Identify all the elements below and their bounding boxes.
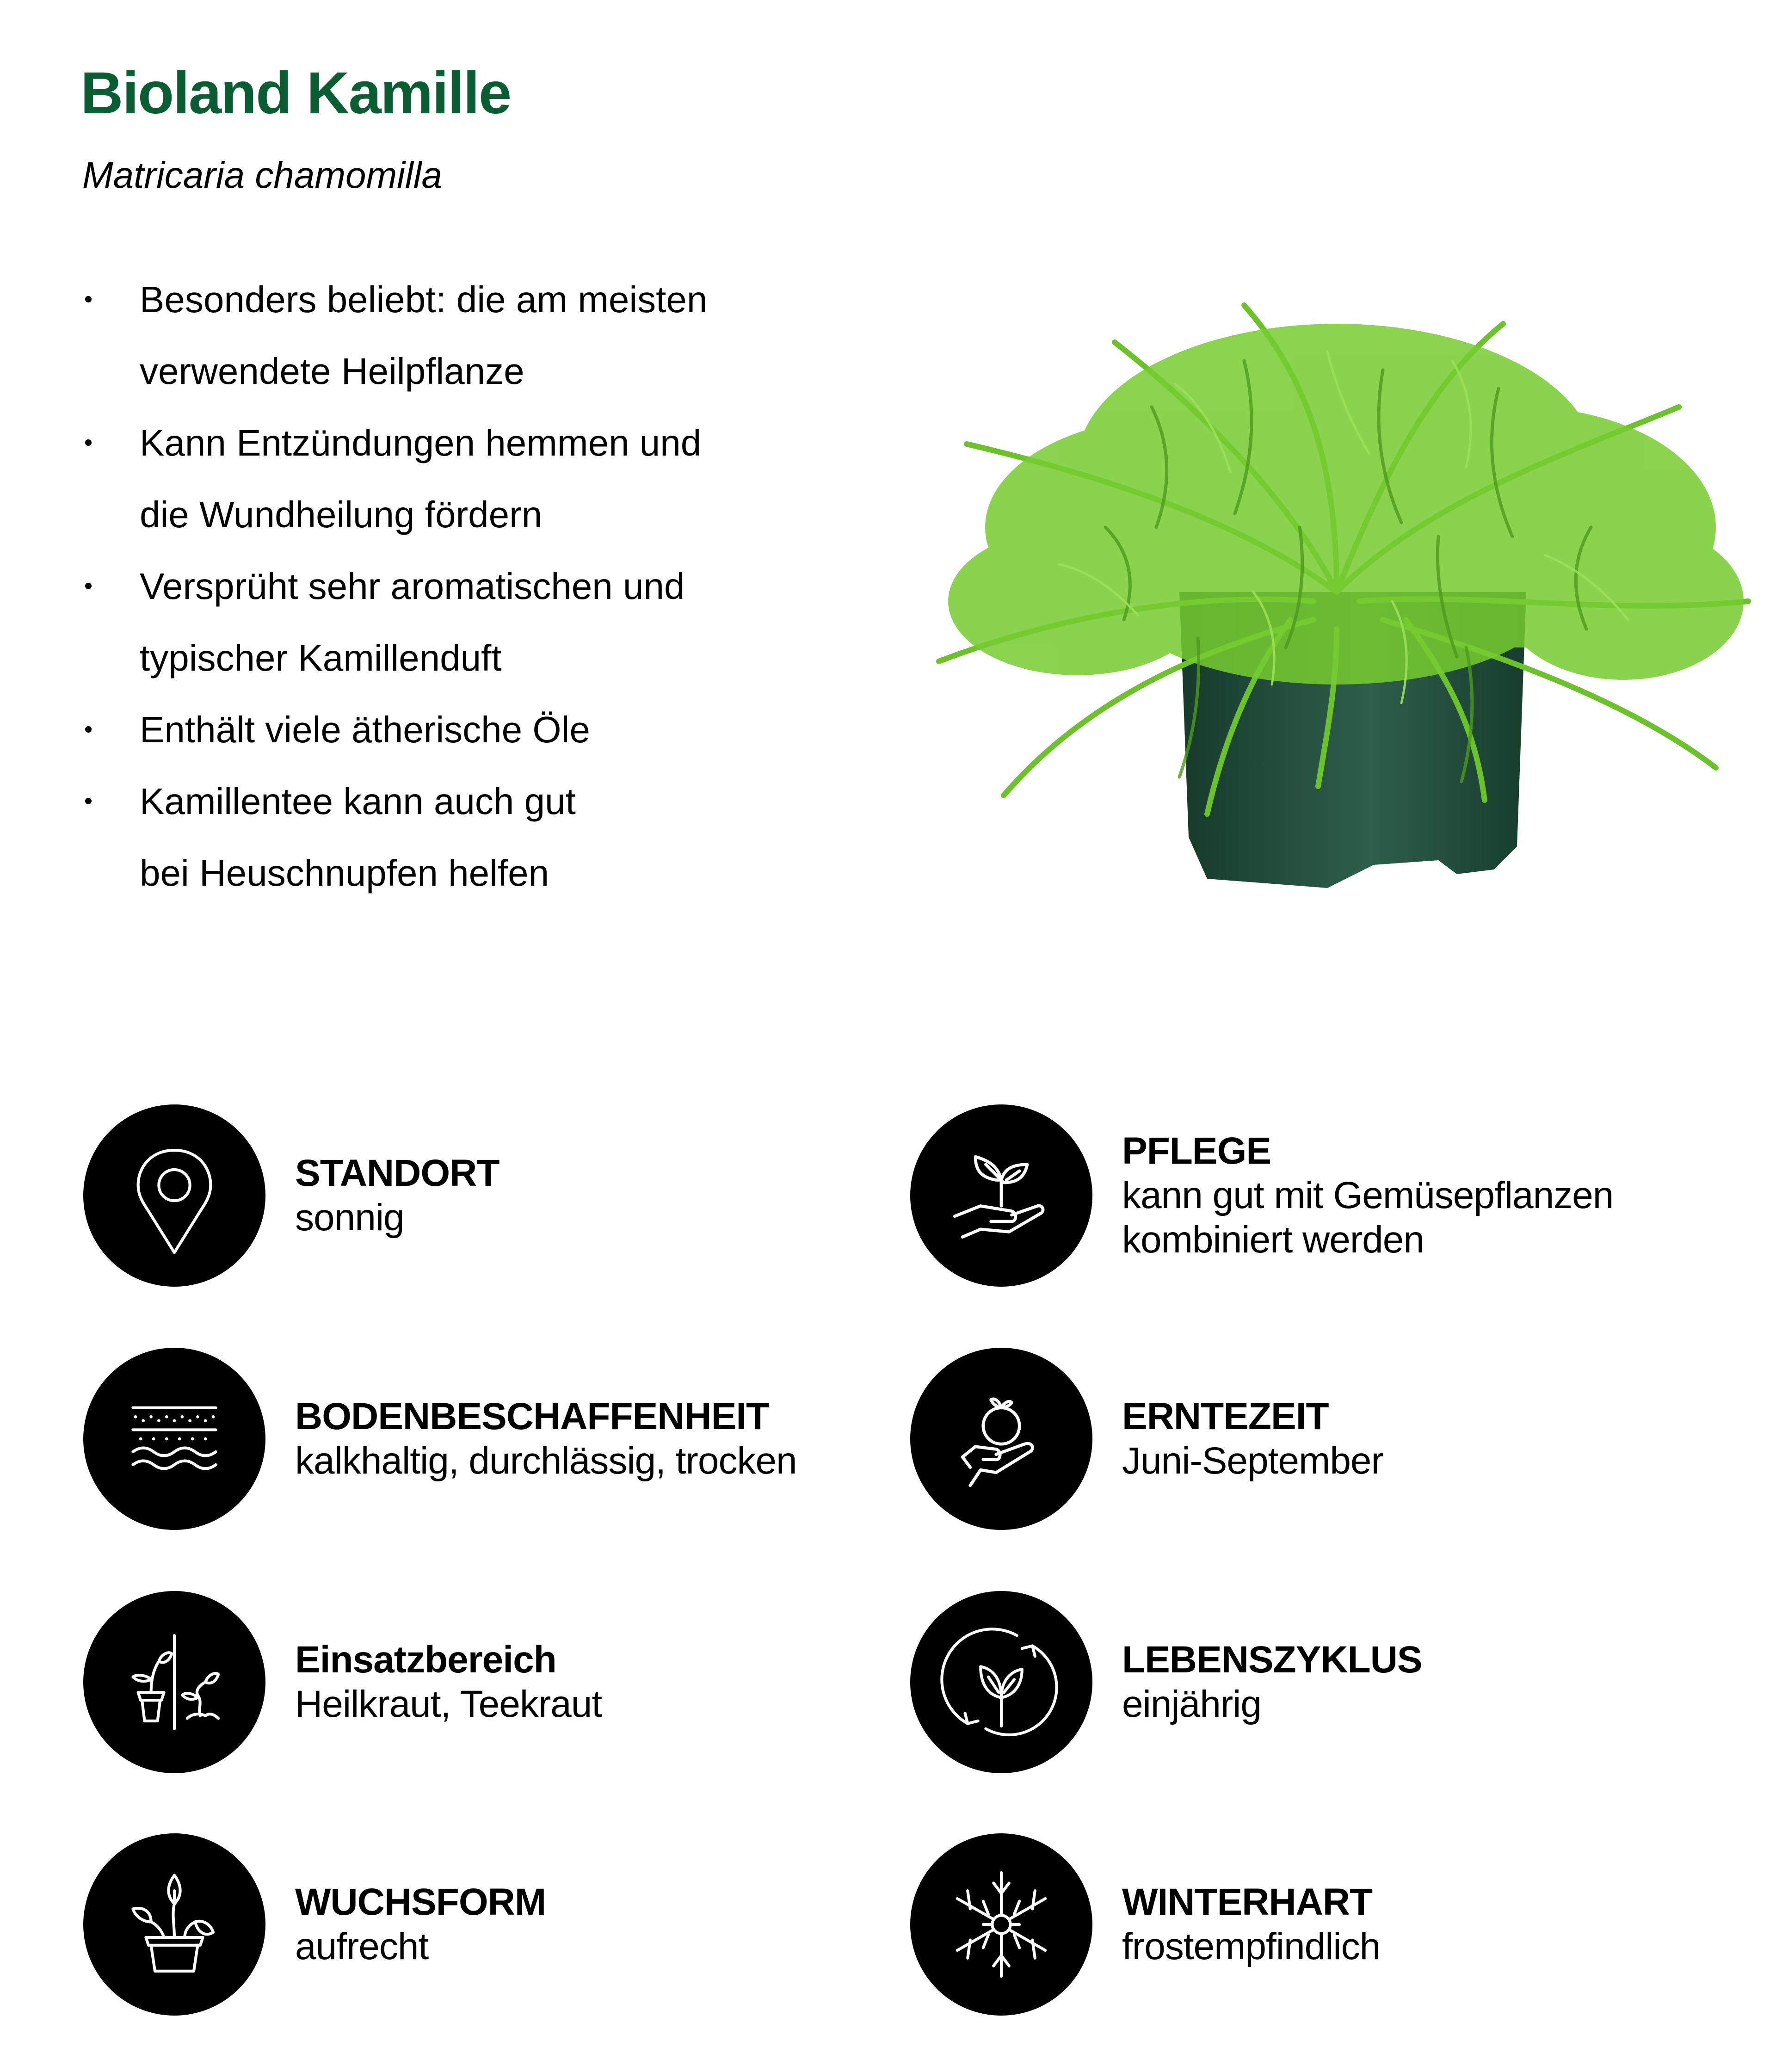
list-item-line: Besonders beliebt: die am meisten <box>140 279 708 320</box>
list-item-line: bei Heuschnupfen helfen <box>140 852 549 894</box>
feature-wuchsform <box>83 1833 916 2018</box>
feature-label: ERNTEZEIT <box>1122 1395 1329 1437</box>
feature-pflege <box>910 1104 1743 1289</box>
list-item <box>79 264 707 407</box>
feature-winterhart <box>910 1833 1743 2018</box>
list-item <box>79 407 707 550</box>
bullet-icon <box>85 726 92 733</box>
list-item <box>79 694 707 765</box>
bullet-icon <box>85 583 92 589</box>
bullet-icon <box>85 439 92 446</box>
feature-value: sonnig <box>295 1196 404 1239</box>
feature-value: kalkhaltig, durchlässig, trocken <box>295 1440 797 1482</box>
feature-value: aufrecht <box>295 1925 429 1967</box>
botanical-name: Matricaria chamomilla <box>82 154 442 196</box>
feature-erntezeit <box>910 1348 1743 1533</box>
feature-label: WUCHSFORM <box>295 1881 546 1923</box>
chamomile-plant-illustration <box>920 268 1758 906</box>
feature-value: Juni-September <box>1122 1440 1383 1482</box>
feature-value: Heilkraut, Teekraut <box>295 1683 602 1725</box>
feature-value: kombiniert werden <box>1122 1219 1424 1261</box>
list-item-line: typischer Kamillenduft <box>140 637 502 678</box>
hand-fruit-icon <box>910 1348 1092 1530</box>
list-item <box>79 550 707 694</box>
list-item-line: verwendete Heilpflanze <box>140 351 524 392</box>
list-item-line: Enthält viele ätherische Öle <box>140 709 590 750</box>
location-pin-icon <box>83 1104 265 1287</box>
lifecycle-icon <box>910 1591 1092 1773</box>
feature-standort <box>83 1104 916 1289</box>
feature-label: BODENBESCHAFFENHEIT <box>295 1395 769 1437</box>
feature-label: LEBENSZYKLUS <box>1122 1639 1422 1681</box>
feature-value: frostempfindlich <box>1122 1925 1381 1967</box>
product-image <box>920 268 1758 906</box>
list-item <box>79 765 707 909</box>
feature-label: PFLEGE <box>1122 1130 1271 1172</box>
snowflake-icon <box>910 1833 1092 2016</box>
bullet-icon <box>85 798 92 804</box>
hand-seedling-icon <box>910 1104 1092 1287</box>
feature-label: STANDORT <box>295 1152 500 1194</box>
feature-lebenszyklus <box>910 1591 1743 1776</box>
potted-plant-icon <box>83 1833 265 2016</box>
bullet-icon <box>85 296 92 302</box>
list-item-line: Versprüht sehr aromatischen und <box>140 566 685 607</box>
soil-layers-icon <box>83 1348 265 1530</box>
feature-label: Einsatzbereich <box>295 1639 556 1681</box>
list-item-line: Kamillentee kann auch gut <box>140 781 576 822</box>
feature-value: kann gut mit Gemüsepflanzen <box>1122 1174 1614 1216</box>
feature-bodenbeschaffenheit <box>83 1348 916 1533</box>
list-item-line: die Wundheilung fördern <box>140 494 543 535</box>
pot-and-ground-icon <box>83 1591 265 1773</box>
benefits-list <box>79 264 707 909</box>
page-title: Bioland Kamille <box>80 60 511 126</box>
feature-label: WINTERHART <box>1122 1881 1373 1923</box>
list-item-line: Kann Entzündungen hemmen und <box>140 422 702 463</box>
feature-value: einjährig <box>1122 1683 1261 1725</box>
feature-einsatzbereich <box>83 1591 916 1776</box>
